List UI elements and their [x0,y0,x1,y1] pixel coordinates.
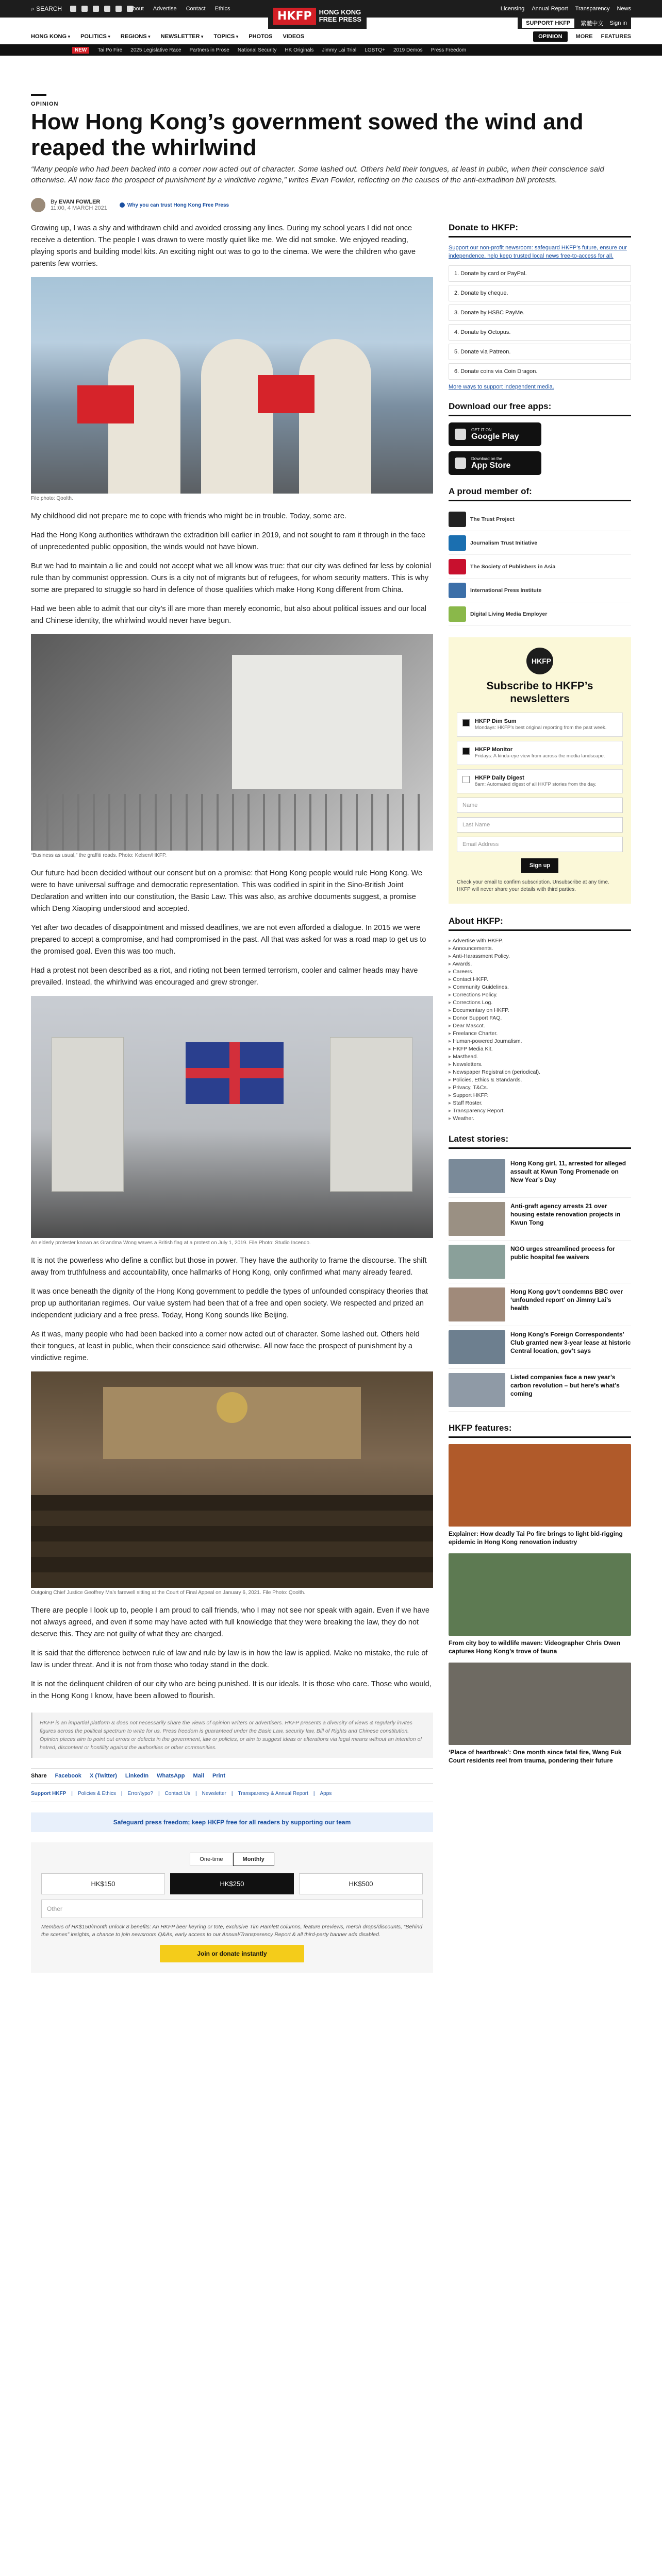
about-link[interactable]: ▸ Policies, Ethics & Standards. [449,1076,631,1084]
google-play-icon [455,429,466,440]
byline-text: By EVAN FOWLER 11:00, 4 MARCH 2021 [51,199,107,211]
article-paragraph: As it was, many people who had been backed into a corner now acted out of character. Some lashed out. Others held their tongues, at least in public, when their conscience said otherwise. All now face the prospect of punishment by a vindictive regime. [31,1330,420,1362]
photo-flag [258,375,315,413]
freq-monthly[interactable]: Monthly [233,1853,274,1866]
article-paragraph: It is not the delinquent children of our city who are being punished. It is our ideals. It is those who care. Those who would, in the Hong Kong I know, have been allowed to flourish. [31,1680,432,1700]
share-bar [31,1768,433,1784]
article-title: How Hong Kong’s government sowed the wind and reaped the whirlwind [31,109,584,160]
feature-image [449,1553,631,1636]
chinese-language-link[interactable]: 繁體中文 [581,21,604,27]
member-trust-project[interactable] [449,507,631,531]
photo-union-flag [186,1042,284,1104]
newsletter-note: Check your email to confirm subscription. Unsubscribe at any time. HKFP will never share your details with third parties. [457,879,609,892]
photo-building [52,1037,124,1192]
photo-fence [31,794,433,851]
new-badge: NEW [72,47,89,54]
top-link-licensing[interactable]: Licensing [500,6,525,12]
share-label: Share [31,1773,47,1779]
latest-story[interactable] [449,1241,631,1283]
photo-figure [299,339,371,494]
article-photo-court[interactable] [31,1371,433,1588]
trending-national-security[interactable]: National Security [237,47,277,53]
story-thumbnail [449,1245,505,1279]
about-link[interactable]: ▸ Transparency Report. [449,1107,631,1115]
member-ipi[interactable] [449,579,631,602]
about-link[interactable]: ▸ Contact HKFP. [449,976,631,984]
about-link[interactable]: ▸ Freelance Charter. [449,1030,631,1038]
article-body [31,223,433,1973]
article-photo-graffiti[interactable] [31,634,433,851]
photo-building [330,1037,412,1192]
latest-story[interactable] [449,1155,631,1198]
donate-method-coin-dragon[interactable]: 6. Donate coins via Coin Dragon. [449,363,631,380]
trending-tai-po-fire[interactable]: Tai Po Fire [97,47,123,53]
share-linkedin[interactable]: LinkedIn [125,1773,149,1779]
amount-250[interactable]: HK$250 [170,1873,294,1894]
join-donate-button[interactable]: Join or donate instantly [160,1945,304,1962]
top-link-annual-report[interactable]: Annual Report [532,6,568,12]
latest-story[interactable] [449,1369,631,1412]
member-label: International Press Institute [470,587,542,594]
footer-policies[interactable]: Policies & Ethics [77,1791,116,1797]
top-bar-left [31,0,133,18]
nav-newsletter[interactable]: NEWSLETTER ▾ [161,33,204,40]
nav-more[interactable]: MORE [575,33,593,40]
footer-support-hkfp[interactable]: Support HKFP [31,1791,67,1797]
member-label: Digital Living Media Employer [470,611,548,617]
author-name[interactable]: EVAN FOWLER [58,199,101,205]
trust-project-logo [449,512,466,527]
top-link-ethics[interactable]: Ethics [214,6,230,12]
trending-bar [0,44,662,56]
donate-method-patreon[interactable]: 5. Donate via Patreon. [449,344,631,360]
article-paragraph: Had the Hong Kong authorities withdrawn the extradition bill earlier in 2019, and not sought to ram it through in the face of unprecedented public opposition, the winds would not have blown. [31,531,425,551]
feature-story[interactable] [449,1444,631,1546]
article-footer-links: Support HKFP | Policies & Ethics | Error/typo? | Contact Us | Newsletter | Transparency & Annual Report | Apps [31,1791,433,1802]
amount-150[interactable]: HK$150 [41,1873,165,1894]
article-paragraph: It is said that the difference between rule of law and rule by law is in how the law is applied. Make no mistake, the rule of law is under threat. And it is not from those who today stand in the dock. [31,1649,428,1669]
checkbox-daily-digest[interactable] [462,776,470,783]
story-thumbnail [449,1373,505,1407]
story-title: Listed companies face a new year’s carbon revolution – but here’s what’s coming [510,1374,620,1397]
footer-error-typo[interactable]: Error/typo? [127,1791,153,1797]
donate-methods [449,265,631,380]
feature-story[interactable] [449,1553,631,1655]
nl-opt-desc: Mondays: HKFP’s best original reporting from the past week. [475,725,607,731]
instagram-icon[interactable] [93,6,99,12]
footer-contact[interactable]: Contact Us [164,1791,191,1797]
nl-opt-title: HKFP Monitor [475,747,513,753]
article-paragraph: Our future had been decided without our consent but on a promise: that Hong Kong people would rule Hong Kong. We were to have universal suffrage and democratic representation. This was codified in spirit in the Sino-British Joint Declaration and written into our constitution, the Basic Law. This was also, as archive documents suggest, a promise which Deng Xiaoping understood and accepted. [31,869,423,913]
dlme-logo [449,606,466,622]
member-sopa[interactable] [449,555,631,579]
search-button[interactable]: ⌕ SEARCH [31,5,62,12]
trending-press-freedom[interactable]: Press Freedom [431,47,467,53]
nav-features[interactable]: FEATURES [601,33,631,40]
section-divider [31,94,46,96]
share-facebook[interactable]: Facebook [55,1773,81,1779]
donate-heading: Donate to HKFP: [449,223,631,238]
social-icons [70,6,133,12]
freq-one-time[interactable]: One-time [190,1853,233,1866]
about-list [449,937,631,1123]
sopa-logo [449,559,466,574]
about-link[interactable]: ▸ Staff Roster. [449,1099,631,1107]
gp-big: Google Play [471,432,519,441]
about-link[interactable]: ▸ Corrections Log. [449,999,631,1007]
footer-transparency[interactable]: Transparency & Annual Report [238,1791,308,1797]
newsletter-heading: Subscribe to HKFP’s newsletters [486,680,593,705]
trending-partners-in-prose[interactable]: Partners in Prose [189,47,229,53]
photo-crest [217,1392,247,1423]
about-link[interactable]: ▸ Corrections Policy. [449,991,631,999]
about-link[interactable]: ▸ Careers. [449,968,631,976]
about-link[interactable]: ▸ Privacy, T&Cs. [449,1084,631,1092]
member-label: Journalism Trust Initiative [470,539,538,546]
nl-opt-desc: Fridays: A kinda-eye view from across the media landscape. [475,753,605,759]
trust-link[interactable] [120,202,229,208]
nl-opt-title: HKFP Dim Sum [475,718,517,724]
checkbox-monitor[interactable] [462,748,470,755]
donate-method-octopus[interactable]: 4. Donate by Octopus. [449,324,631,341]
twitter-icon[interactable] [81,6,88,12]
donate-method-cheque[interactable]: 2. Donate by cheque. [449,285,631,301]
article-paragraph: Had a protest not been described as a riot, and rioting not been termed terrorism, cooler and calmer heads may have prevailed. Instead, the whirlwind was encouraged and grew stronger. [31,967,418,987]
jti-logo [449,535,466,551]
nav-hong-kong[interactable]: HONG KONG ▾ [31,33,70,40]
donation-frequency [41,1853,423,1866]
share-print[interactable]: Print [212,1773,225,1779]
about-link[interactable]: ▸ HKFP Media Kit. [449,1045,631,1053]
latest-story[interactable] [449,1198,631,1241]
photo-caption: “Business as usual,” the graffiti reads. Photo: Kelsen/HKFP. [31,853,167,858]
donation-box [31,1842,433,1973]
logo-box: HKFP [273,8,316,25]
about-link[interactable]: ▸ Newspaper Registration (periodical). [449,1069,631,1076]
about-link[interactable]: ▸ Dear Mascot. [449,1022,631,1030]
checkbox-dim-sum[interactable] [462,719,470,726]
gp-small: GET IT ON [471,427,492,432]
trending-items [72,44,466,56]
about-link[interactable]: ▸ Support HKFP. [449,1092,631,1099]
about-heading: About HKFP: [449,916,631,931]
publish-date: 11:00, 4 MARCH 2021 [51,205,107,211]
about-link[interactable]: ▸ Newsletters. [449,1061,631,1069]
article-paragraph: But we had to maintain a lie and could not accept what we all know was true: that our city was defined far less by colonial rule than by communist oppression. Ours is a city not of migrants but of refugees, for whom security matters. This is why some are prepared to struggle so hard in defence of those qualities which make Hong Kong different from China. [31,562,432,594]
article-paragraph: Yet after two decades of disappointment and missed deadlines, we are not even afforded a dialogue. In 2015 we were prepared to accept a compromise, and had compromised in the past. All that was asked for was a road map to get us to the promised goal. Even this was too much. [31,924,426,956]
donate-text [449,244,631,260]
member-dlme[interactable] [449,602,631,626]
story-thumbnail [449,1202,505,1236]
byline [31,196,229,214]
more-ways-link[interactable]: More ways to support independent media. [449,384,554,390]
feature-title: ‘Place of heartbreak’: One month since fatal fire, Wang Fuk Court residents reel from trauma, pondering their future [449,1749,622,1764]
as-small: Download on the [471,456,503,461]
donate-method-card[interactable]: 1. Donate by card or PayPal. [449,265,631,282]
story-title: Hong Kong gov’t condemns BBC over ‘unfounded report’ on Jimmy Lai’s health [510,1288,623,1312]
story-thumbnail [449,1159,505,1193]
latest-story[interactable] [449,1326,631,1369]
features-heading: HKFP features: [449,1423,631,1438]
story-title: Anti-graft agency arrests 21 over housing estate renovation projects in Kwun Tong [510,1202,621,1226]
photo-figure [201,339,273,494]
google-play-button[interactable] [449,422,541,446]
trending-lgbtq[interactable]: LGBTQ+ [365,47,385,53]
newsletter-monitor[interactable] [457,741,623,765]
opinion-disclaimer: HKFP is an impartial platform & does not necessarily share the views of opinion writers or advertisers. HKFP presents a diversity of views & regularly invites figures across the political spectrum to write for us. Press freedom is guaranteed under the Basic Law, security law, Bill of Rights and Chinese constitution. Opinion pieces aim to point out errors or defects in the government, law or policies, or aim to suggest ideas or alterations via legal means without an intention of hatred, discontent or hostility against the authorities or other communities. [31,1713,433,1758]
nl-opt-desc: 8am: Automated digest of all HKFP stories from the day. [475,782,597,787]
sidebar [449,223,631,1772]
linkedin-icon[interactable] [115,6,122,12]
about-link[interactable]: ▸ Masthead. [449,1053,631,1061]
facebook-icon[interactable] [70,6,76,12]
nav-opinion[interactable]: OPINION [533,31,567,42]
top-bar-right [501,0,631,18]
nav-regions[interactable]: REGIONS ▾ [121,33,151,40]
latest-stories [449,1155,631,1412]
newsletter-daily-digest[interactable] [457,769,623,793]
photo-caption: File photo: Qoolth. [31,496,73,501]
article-paragraph: Had we been able to admit that our city’s ill are more than merely economic, but also about political issues and our local and Chinese identity, the whirlwind would never have begun. [31,605,427,625]
story-title: Hong Kong girl, 11, arrested for alleged assault at Kwun Tong Promenade on New Year’s Day [510,1160,626,1183]
apple-icon [455,457,466,469]
newsletter-signup-button[interactable]: Sign up [521,858,558,873]
about-link[interactable]: ▸ Anti-Harassment Policy. [449,953,631,960]
apps-heading: Download our free apps: [449,401,631,416]
account-bar [518,18,631,29]
trending-hk-originals[interactable]: HK Originals [285,47,314,53]
top-link-about[interactable]: About [129,6,144,12]
top-link-advertise[interactable]: Advertise [153,6,177,12]
safeguard-banner[interactable]: Safeguard press freedom; keep HKFP free for all readers by supporting our team [31,1812,433,1832]
as-big: App Store [471,461,511,470]
share-whatsapp[interactable]: WhatsApp [157,1773,185,1779]
donate-method-payme[interactable]: 3. Donate by HSBC PayMe. [449,304,631,321]
about-link[interactable]: ▸ Announcements. [449,945,631,953]
story-thumbnail [449,1330,505,1364]
about-link[interactable]: ▸ Human-powered Journalism. [449,1038,631,1045]
nav-topics[interactable]: TOPICS ▾ [213,33,238,40]
feature-image [449,1663,631,1745]
trending-legislative-race[interactable]: 2025 Legislative Race [130,47,181,53]
support-hkfp-button[interactable]: SUPPORT HKFP [522,19,574,28]
newsletter-name-input[interactable]: Name [457,798,623,813]
main-nav-items [31,29,304,44]
donation-amounts [41,1873,423,1894]
member-label: The Society of Publishers in Asia [470,563,556,570]
story-title: Hong Kong’s Foreign Correspondents’ Club granted new 3-year lease at historic Central location, gov’t says [510,1331,631,1354]
newsletter-logo: HKFP [526,648,553,674]
about-link[interactable]: ▸ Donor Support FAQ. [449,1014,631,1022]
feature-image [449,1444,631,1527]
sign-in-link[interactable]: Sign in [609,20,627,26]
article-standfirst: “Many people who had been backed into a corner now acted out of character. Some lashed out. Others held their tongues, at least in public, when their conscience said otherwise. All now face the prospect of punishment by a vindictive regime,” writes Evan Fowler, reflecting on the causes of the anti-extradition bill protests. [31,165,604,184]
article-photo-children-flags[interactable] [31,277,433,494]
article-paragraph: My childhood did not prepare me to cope with friends who might be in trouble. Today, some are. [31,512,347,520]
article-paragraph: Growing up, I was a shy and withdrawn child and avoided crossing any lines. During my school years I did not once receive a detention. The people I was drawn to were mostly quiet like me. We did not smoke. We enjoyed reading, playing sports and building model kits. An exciting night out was to go to the cinema. We were the children who gave parents few worries. [31,224,416,268]
author-avatar [31,198,45,212]
share-twitter[interactable]: X (Twitter) [89,1773,117,1779]
story-title: NGO urges streamlined process for public hospital fee waivers [510,1245,615,1261]
about-link[interactable]: ▸ Documentary on HKFP. [449,1007,631,1014]
footer-newsletter[interactable]: Newsletter [202,1791,226,1797]
nl-opt-title: HKFP Daily Digest [475,775,524,781]
photo-caption: Outgoing Chief Justice Geoffrey Ma’s farewell sitting at the Court of Final Appeal on January 6, 2021. File Photo: Qoolth. [31,1590,306,1596]
about-link[interactable]: ▸ Awards. [449,960,631,968]
ipi-logo [449,583,466,598]
member-label: The Trust Project [470,516,515,522]
top-link-transparency[interactable]: Transparency [575,6,610,12]
amount-other-input[interactable]: Other [41,1900,423,1918]
donate-text-link[interactable]: Support our non-profit newsroom: safeguard HKFP’s future, ensure our independence, help keep trusted local news free-to-access for all. [449,245,627,259]
article-paragraph: There are people I look up to, people I am proud to call friends, who I may not see nor speak with again. Even if we have not always agreed, and even if some may have acted with full knowledge that they were breaking the law, they do not deserve this. They are not guilty of what they are charged. [31,1606,429,1638]
nav-politics[interactable]: POLITICS ▾ [80,33,110,40]
article-paragraph: It is not the powerless who define a conflict but those in power. They have the authority to frame the discourse. The shift away from truthfulness and accountability, once hallmarks of Hong Kong, only confirmed what many already feared. [31,1257,427,1277]
photo-flag [77,385,134,423]
latest-story[interactable] [449,1283,631,1326]
app-store-button[interactable] [449,451,541,475]
top-links [129,0,230,18]
about-link[interactable]: ▸ Weather. [449,1115,631,1123]
member-heading: A proud member of: [449,486,631,501]
latest-heading: Latest stories: [449,1134,631,1149]
nav-videos[interactable]: VIDEOS [283,33,305,40]
feature-title: Explainer: How deadly Tai Po fire brings to light bid-rigging epidemic in Hong Kong renovation industry [449,1530,623,1546]
top-link-contact[interactable]: Contact [186,6,206,12]
top-link-news[interactable]: News [617,6,631,12]
photo-rows [31,1495,433,1588]
section-label[interactable]: OPINION [31,101,59,107]
photo-wall [232,655,402,789]
trust-label: Why you can trust Hong Kong Free Press [127,202,229,208]
newsletter-lastname-input[interactable]: Last Name [457,817,623,833]
logo-line1: HONG KONG [319,8,361,16]
about-link[interactable]: ▸ Community Guidelines. [449,984,631,991]
about-link[interactable]: ▸ Advertise with HKFP. [449,937,631,945]
main-nav [0,29,662,44]
main-nav-right [533,29,631,44]
feature-story[interactable] [449,1663,631,1765]
membership-note: Members of HK$150/month unlock 8 benefits: An HKFP beer keyring or tote, exclusive Tim Hamlett columns, feature previews, merch drops/discounts, “Behind the scenes” insights, a chance to join newsroom Q&As, early access to our Annual/Transparency Report & all third-party banner ads disabled. [41,1924,423,1938]
story-thumbnail [449,1287,505,1321]
article-paragraph: It was once beneath the dignity of the Hong Kong government to peddle the types of unfounded conspiracy theories that prop up authoritarian regimes. Our value system had been that of a free and open society. We respected and prized an independent judiciary and a free press. Today, Hong Kong sounds like Beijing. [31,1287,428,1319]
newsletter-box [449,637,631,904]
amount-500[interactable]: HK$500 [299,1873,423,1894]
trust-icon [120,202,125,208]
photo-caption: An elderly protester known as Grandma Wong waves a British flag at a protest on July 1, 2019. File Photo: Studio Incendo. [31,1240,311,1246]
share-mail[interactable]: Mail [193,1773,204,1779]
site-logo[interactable] [268,3,367,29]
newsletter-email-input[interactable]: Email Address [457,837,623,852]
article-photo-british-flag[interactable] [31,996,433,1238]
youtube-icon[interactable] [104,6,110,12]
footer-apps[interactable]: Apps [320,1791,332,1797]
newsletter-dim-sum[interactable] [457,713,623,737]
member-jti[interactable] [449,531,631,555]
trending-2019-demos[interactable]: 2019 Demos [393,47,423,53]
logo-line2: FREE PRESS [319,15,361,23]
feature-title: From city boy to wildlife maven: Videographer Chris Owen captures Hong Kong’s trove of fauna [449,1639,621,1655]
logo-text [319,9,361,23]
trending-jimmy-lai-trial[interactable]: Jimmy Lai Trial [322,47,357,53]
nav-photos[interactable]: PHOTOS [249,33,273,40]
search-label: SEARCH [36,5,62,12]
